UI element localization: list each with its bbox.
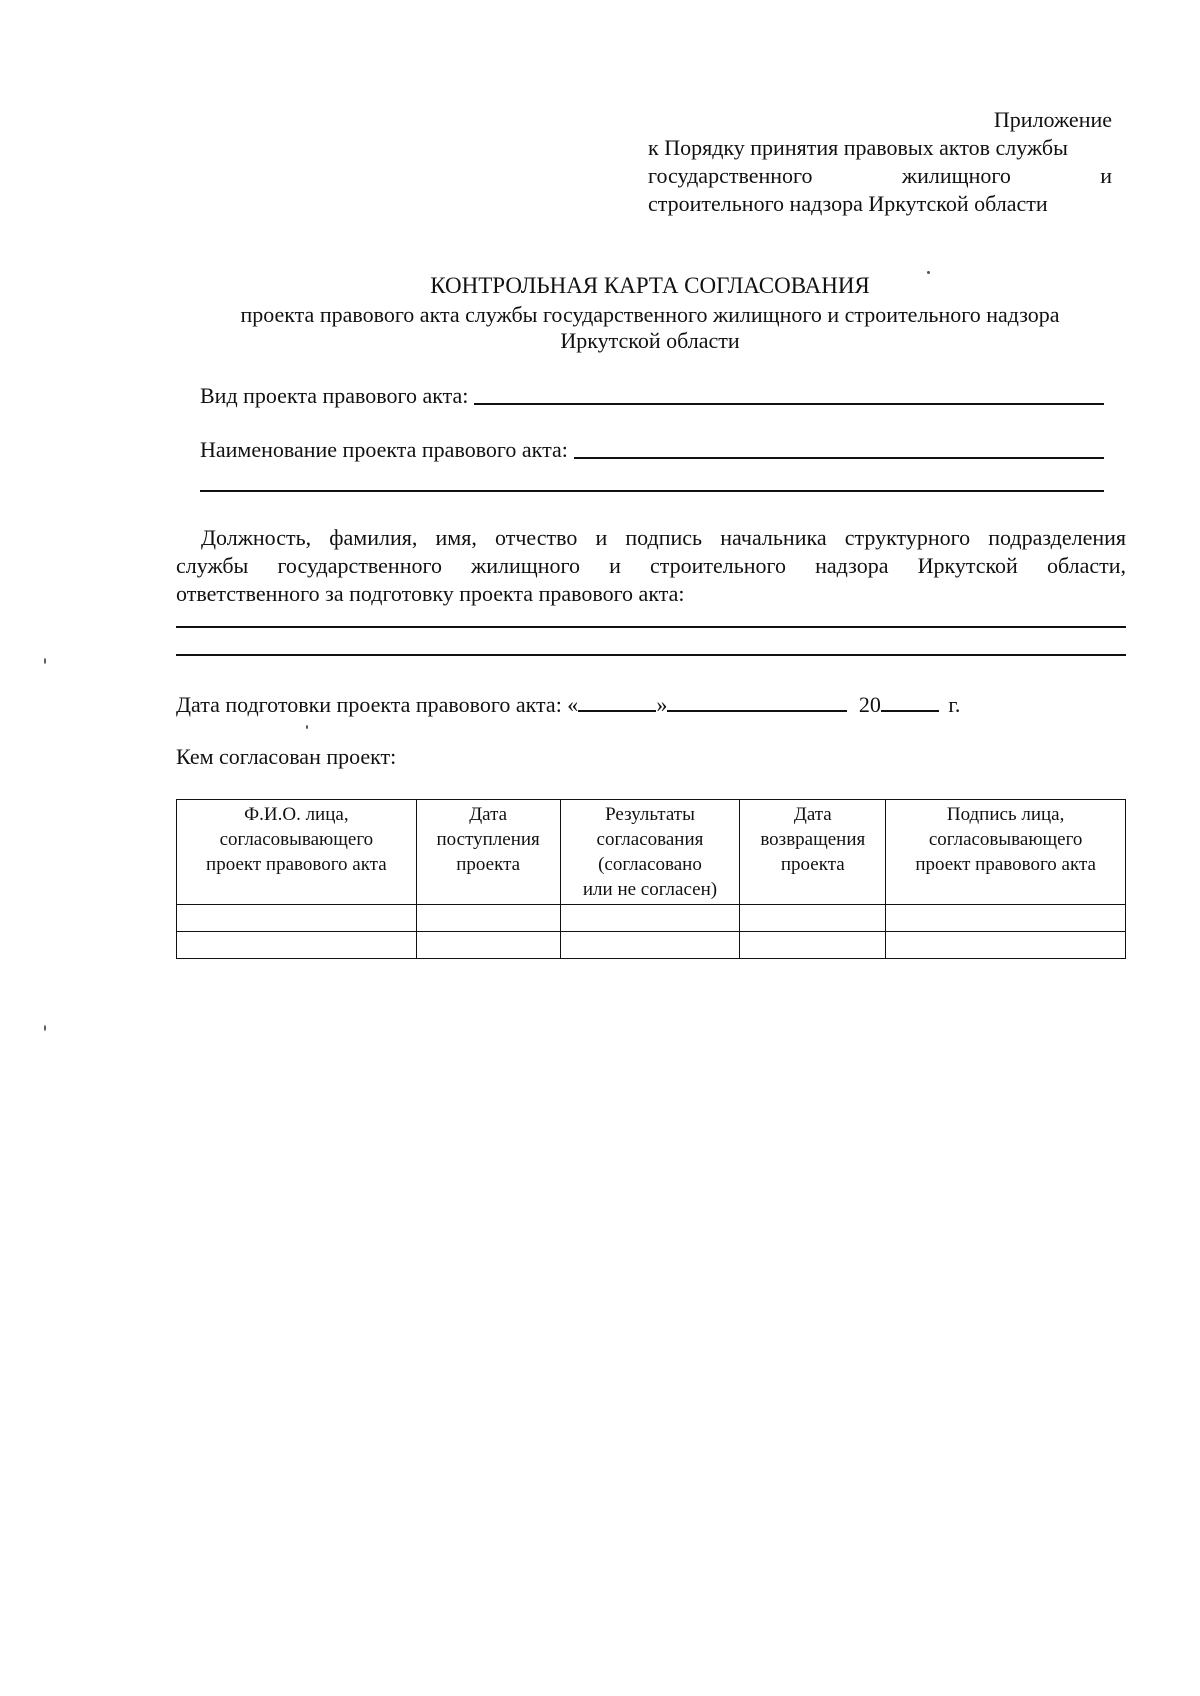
header-fio: [177, 800, 417, 905]
header-line: (согласовано: [598, 854, 702, 875]
table-cell[interactable]: [740, 905, 886, 932]
header-received-date: [416, 800, 560, 905]
header-line: проект правового акта: [206, 854, 387, 875]
annex-line: к Порядку принятия правовых актов службы: [648, 135, 1068, 160]
responsible-line: ответственного за подготовку проекта правового акта:: [176, 581, 685, 606]
header-line: Ф.И.О. лица,: [244, 804, 349, 825]
annex-line: строительного надзора Иркутской области: [648, 191, 1048, 216]
approvals-table: [176, 799, 1126, 959]
responsible-line: Должность, фамилия, имя, отчество и подпись начальника структурного подразделения: [201, 525, 1126, 550]
document-subtitle: Иркутской области: [560, 328, 740, 353]
header-line: Дата: [793, 804, 832, 825]
scan-speck: [44, 1025, 46, 1031]
responsible-paragraph: [176, 524, 1126, 608]
header-line: Результаты: [605, 804, 695, 825]
header-line: или не согласен): [582, 879, 718, 900]
header-line: согласовывающего: [219, 829, 374, 850]
header-line: Подпись лица,: [946, 804, 1065, 825]
date-year-field[interactable]: [881, 690, 939, 712]
act-name-input-line-2[interactable]: [200, 490, 1104, 492]
document-subtitle: проекта правового акта службы государственного жилищного и строительного надзора: [240, 302, 1060, 327]
responsible-input-line-1[interactable]: [176, 626, 1126, 628]
scan-speck: [44, 658, 46, 664]
table-cell[interactable]: [740, 932, 886, 959]
approved-by-label: Кем согласован проект:: [176, 744, 397, 769]
table-cell[interactable]: [416, 905, 560, 932]
preparation-date-row: [176, 690, 960, 718]
table-cell[interactable]: [177, 932, 417, 959]
header-line: проект правового акта: [915, 854, 1096, 875]
table-row: [177, 932, 1126, 959]
header-line: согласовывающего: [928, 829, 1083, 850]
act-name-input-line[interactable]: [574, 457, 1104, 459]
date-month-field[interactable]: [667, 690, 847, 712]
header-line: поступления: [436, 829, 540, 850]
date-close-quote: »: [656, 692, 668, 717]
scan-speck: [306, 725, 308, 729]
table-cell[interactable]: [886, 905, 1126, 932]
header-signature: [886, 800, 1126, 905]
table-cell[interactable]: [416, 932, 560, 959]
scan-speck: [927, 271, 930, 274]
table-cell[interactable]: [560, 932, 740, 959]
date-year-suffix: г.: [948, 692, 961, 717]
act-type-field: [200, 383, 1104, 409]
act-type-input-line[interactable]: [474, 403, 1104, 405]
header-line: согласования: [596, 829, 704, 850]
annex-line: государственного жилищного и: [648, 163, 1112, 188]
preparation-date-label: Дата подготовки проекта правового акта: «: [176, 692, 579, 717]
table-cell[interactable]: [177, 905, 417, 932]
responsible-input-line-2[interactable]: [176, 654, 1126, 656]
header-results: [560, 800, 740, 905]
table-header-row: [177, 800, 1126, 905]
annex-line: Приложение: [993, 107, 1112, 132]
document-title: КОНТРОЛЬНАЯ КАРТА СОГЛАСОВАНИЯ: [430, 273, 870, 298]
date-year-prefix: 20: [858, 692, 881, 717]
table-cell[interactable]: [560, 905, 740, 932]
act-type-label: Вид проекта правового акта:: [200, 383, 469, 408]
act-name-label: Наименование проекта правового акта:: [200, 437, 568, 462]
header-line: проекта: [780, 854, 845, 875]
table-row: [177, 905, 1126, 932]
act-name-field: [200, 437, 1104, 463]
header-line: проекта: [456, 854, 521, 875]
header-return-date: [740, 800, 886, 905]
table-cell[interactable]: [886, 932, 1126, 959]
responsible-line: службы государственного жилищного и строительного надзора Иркутской области,: [176, 553, 1126, 578]
header-line: Дата: [469, 804, 508, 825]
date-day-field[interactable]: [578, 690, 656, 712]
header-line: возвращения: [760, 829, 866, 850]
annex-block: [648, 106, 1112, 218]
